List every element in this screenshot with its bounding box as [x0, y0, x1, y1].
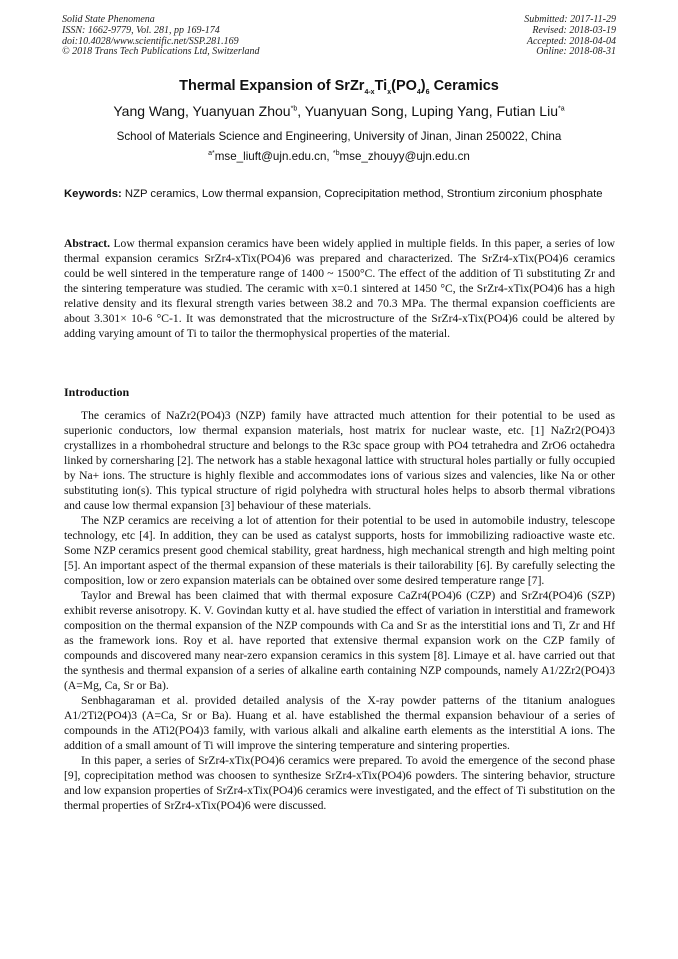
title-part: (PO — [391, 78, 417, 94]
title-sub: 4-x — [364, 88, 375, 96]
paragraph: Senbhagaraman et al. provided detailed analysis of the X-ray powder patterns of the titanium analogues A1/2Ti2(PO4)3 (A=Ca, Sr or Ba). Huang et al. have established the thermal expansion behaviour of a series of compounds in the ATi2(PO4)3 family, with various alkali and alkaline earth elements as the interstitial A ions. The addition of a small amount of Ti will improve the sintering temperature and sintering properties. — [64, 694, 615, 752]
email-link[interactable]: mse_liuft@ujn.edu.cn, — [214, 150, 333, 163]
keywords-text: NZP ceramics, Low thermal expansion, Coprecipitation method, Strontium zirconium phosphate — [121, 188, 603, 200]
journal-info — [62, 15, 260, 58]
abstract-label: Abstract. — [64, 237, 111, 250]
title-sub: 4 — [416, 88, 421, 96]
publication-dates — [524, 15, 616, 58]
author-name: , Yuanyuan Song, Luping Yang, Futian Liu — [297, 103, 558, 119]
title-sub: x — [387, 88, 392, 96]
title-sub: 6 — [425, 88, 430, 96]
copyright: © 2018 Trans Tech Publications Ltd, Switzerland — [62, 46, 260, 58]
abstract — [64, 236, 615, 341]
email-link[interactable]: mse_zhouyy@ujn.edu.cn — [339, 150, 470, 163]
author-mark: *a — [558, 105, 565, 113]
abstract-text: Low thermal expansion ceramics have been widely applied in multiple fields. In this paper, a series of low thermal expansion ceramics SrZr4-xTix(PO4)6 was prepared and characterized. The SrZr4-xTix(PO4)6 ceramics could be well sintered in the temperature range of 1400 ~ 1500°C. The effect of the addition of Ti substituting Zr and the sintering temperature was studied. The ceramic with x=0.1 sintered at 1450 °C, the SrZr4-xTix(PO4)6 has a high relative density and its flexural strength varies between 38.2 and 70.3 MPa. The thermal expansion coefficients are about 3.301× 10-6 °C-1. It was demonstrated that the microstructure of the SrZr4-xTix(PO4)6 could be altered by adding varying amount of Ti to tailor the thermophysical properties of the material. — [64, 237, 615, 340]
doi: doi:10.4028/www.scientific.net/SSP.281.169 — [62, 35, 239, 47]
revised-date: Revised: 2018-03-19 — [532, 24, 616, 36]
email-line — [0, 150, 678, 163]
title-part: Ceramics — [429, 78, 499, 94]
paragraph: Taylor and Brewal has been claimed that with thermal exposure CaZr4(PO4)6 (CZP) and SrZr4(PO4)6 (SZP) exhibit reverse anisotropy. K. V. Govindan kutty et al. have studied the effect of variation in interstitial and framework composition on the thermal expansion of the NZP compounds with Ca and Sr as the interstitial ions and Ti, Zr and Hf as the framework ions. Roy et al. have reported that extensive thermal expansion work on the CZP family of compounds and discovered many near-zero expansion ceramics in this system [8]. Limaye et al. have carried out that the synthesis and thermal expansion of a series of alkaline earth containing NZP compounds, namely A1/2Zr2(PO4)3 (A=Mg, Ca, Sr or Ba). — [64, 589, 615, 692]
title-part: Thermal Expansion of SrZr — [179, 78, 365, 94]
affiliation: School of Materials Science and Engineering, University of Jinan, Jinan 250022, China — [116, 130, 562, 143]
paper-title — [0, 78, 678, 94]
paragraph: The ceramics of NaZr2(PO4)3 (NZP) family have attracted much attention for their potential to be used as superionic conductors, low thermal expansion materials, host matrix for nuclear waste, etc. [1] NaZr2(PO4)3 crystallizes in a rhombohedral structure and belongs to the R3c space group with PO4 tetrahedra and ZrO6 octahedra linked by cornersharing [2]. The network has a stable hexagonal lattice with structural holes partially or fully occupied by Na+ ions. The structure is highly flexible and accommodates ions of various sizes and valencies, like Na or other substituting ion(s). This typical structure of rigid polyhedra with structural holes helps to absorb thermal vibrations and cause low thermal expansion [3] behaviour of these materials. — [64, 409, 615, 512]
title-part: ) — [420, 78, 426, 94]
title-part: Ti — [374, 78, 388, 94]
submitted-date: Submitted: 2017-11-29 — [524, 14, 616, 25]
introduction-body — [64, 408, 615, 813]
journal-name: Solid State Phenomena — [62, 14, 155, 25]
online-date: Online: 2018-08-31 — [536, 46, 616, 58]
keywords-label: Keywords: — [64, 188, 122, 200]
author-list — [0, 103, 678, 119]
paragraph: In this paper, a series of SrZr4-xTix(PO4)6 ceramics were prepared. To avoid the emergence of the second phase [9], coprecipitation method was choosen to synthesize SrZr4-xTix(PO4)6 powders. The sintering behavior, structure and low expansion properties of SrZr4-xTix(PO4)6 ceramics were investigated, and the effect of Ti substitution on the thermal properties of SrZr4-xTix(PO4)6 were discussed. — [64, 754, 615, 812]
paragraph: The NZP ceramics are receiving a lot of attention for their potential to be used in automobile industry, telescope technology, etc [4]. In addition, they can be used as catalyst supports, hosts for immobilizing radioactive waste etc. Some NZP ceramics present good chemical stability, great hardness, high mechanical strength and high melting point [5]. An important aspect of the thermal expansion of these materials is their tailorability [6]. By carefully selecting the composition, low or zero expansion materials can be obtained over some desired temperature range [7]. — [64, 514, 615, 587]
author-name: Yang Wang, Yuanyuan Zhou — [113, 103, 291, 119]
accepted-date: Accepted: 2018-04-04 — [526, 35, 616, 47]
keywords — [64, 187, 615, 201]
section-heading: Introduction — [64, 385, 130, 399]
email-mark: a* — [208, 150, 215, 158]
email-mark: *b — [332, 150, 340, 158]
author-mark: *b — [290, 105, 298, 113]
issn: ISSN: 1662-9779, Vol. 281, pp 169-174 — [62, 24, 220, 36]
